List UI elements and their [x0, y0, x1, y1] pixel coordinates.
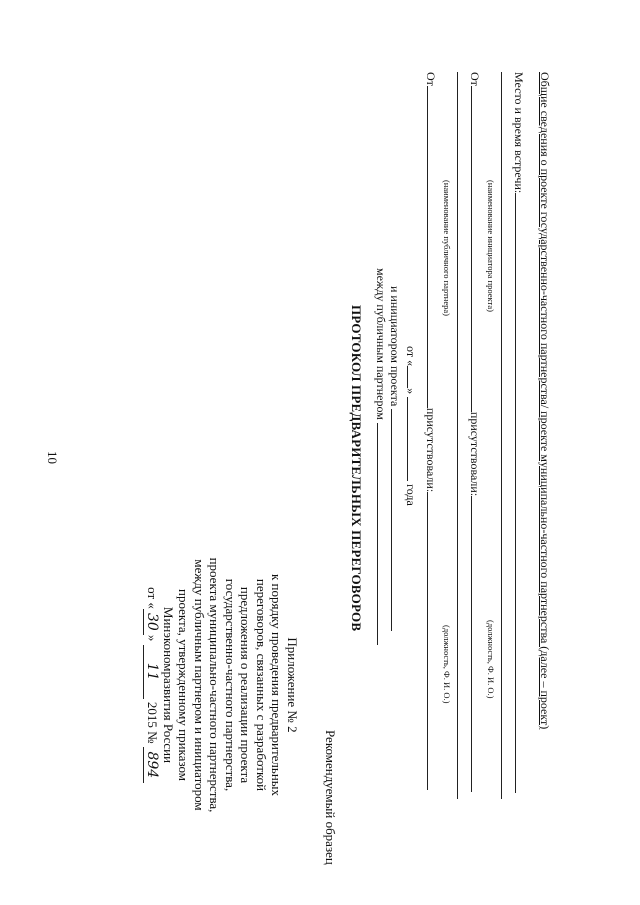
general-info-heading: Общие сведения о проекте государственно-частного партнерства/ проекте муниципально-частного партнерства (далее – проект) [538, 72, 552, 730]
public-partner-caption: (наименование публичного партнера) [442, 180, 452, 316]
order-date-line: от «30» 11 2015 № 894 [143, 525, 161, 845]
public-partner-blank [377, 423, 378, 645]
appendix-line: между публичным партнером и инициатором [192, 559, 207, 811]
initiator-caption: (наименование инициатора проекта) [486, 180, 496, 312]
initiator-position-caption: (должность, Ф. И. О.) [486, 620, 496, 699]
order-day: 30 [143, 609, 160, 635]
order-number: 894 [143, 747, 160, 783]
from-public-row: Отприсутствовали: [423, 72, 438, 790]
protocol-title: ПРОТОКОЛ ПРЕДВАРИТЕЛЬНЫХ ПЕРЕГОВОРОВ [349, 305, 364, 632]
appendix-line: проекта муниципально-частного партнерства, [207, 557, 223, 813]
public-position-caption: (должность, Ф. И. О.) [442, 625, 452, 704]
appendix-line: переговоров, связанных с разработкой [254, 578, 269, 792]
initiator-name-blank [471, 86, 472, 412]
initiator-extra-line [501, 72, 502, 799]
between-public-partner: между публичным партнером [373, 268, 388, 645]
date-month-blank [407, 397, 408, 481]
protocol-date-line: от «» года [404, 346, 418, 506]
place-time-blank [515, 193, 516, 793]
page-number: 10 [45, 451, 60, 464]
initiator-blank [391, 409, 392, 631]
date-day-blank [407, 366, 408, 388]
appendix-line: государственно-частного партнерства, [223, 578, 238, 792]
public-extra-line [457, 72, 458, 799]
appendix-line: к порядку проведения предварительных [269, 573, 285, 797]
order-month: 11 [143, 645, 160, 699]
appendix-line: проекта, утвержденному приказом [176, 588, 192, 781]
public-attendees-blank [427, 492, 428, 790]
appendix-line: Приложение № 2 [285, 637, 300, 733]
public-partner-name-blank [427, 86, 428, 408]
appendix-line: предложения о реализации проекта [238, 586, 254, 784]
recommended-sample-label: Рекомендуемый образец [323, 730, 338, 865]
place-time-row: Место и время встречи: [511, 72, 526, 793]
from-initiator-row: Отприсутствовали: [467, 72, 482, 792]
initiator-attendees-blank [471, 496, 472, 792]
appendix-block [143, 525, 300, 845]
appendix-line: Минэкономразвития России [161, 606, 176, 764]
and-initiator: и инициатором проекта [387, 286, 402, 631]
